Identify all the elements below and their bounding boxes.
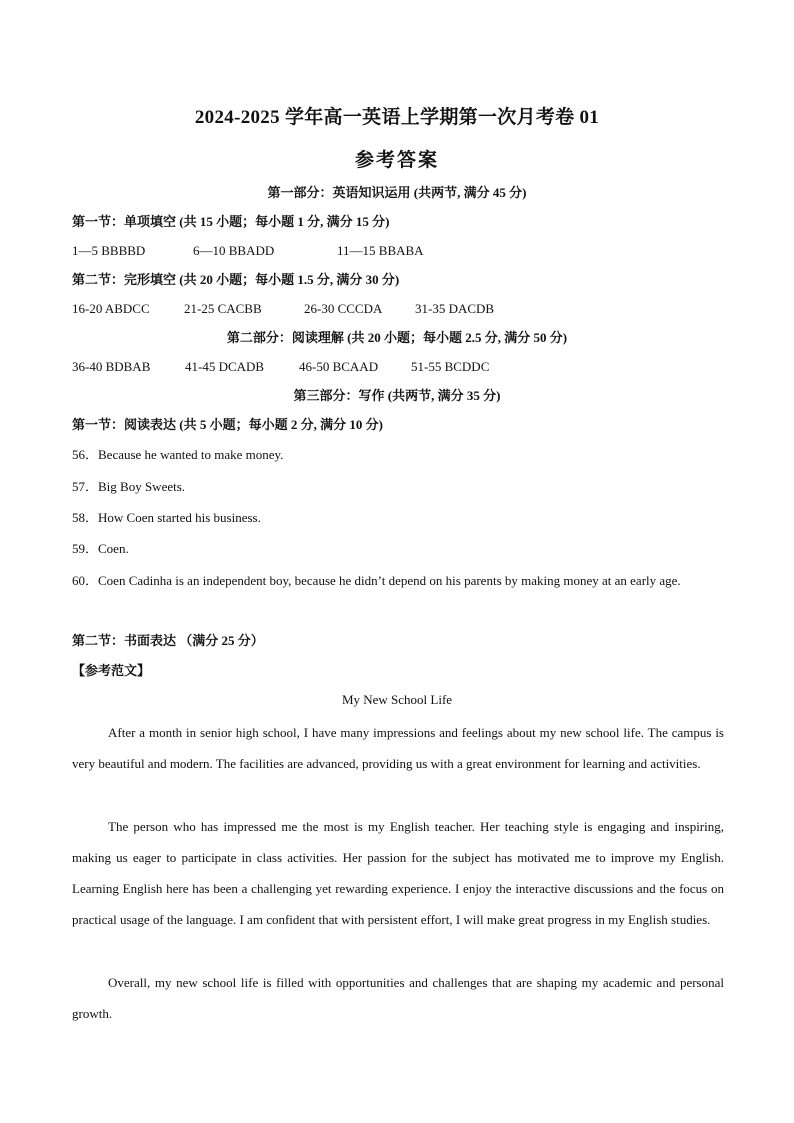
answer-group: 26-30 CCCDA	[304, 301, 383, 316]
answer-group: 6—10 BBADD	[193, 243, 275, 258]
part1-sec1-heading: 第一节：单项填空 (共 15 小题；每小题 1 分, 满分 15 分)	[72, 214, 390, 229]
essay-title: My New School Life	[341, 692, 453, 707]
part2-heading: 第二部分：阅读理解 (共 20 小题；每小题 2.5 分, 满分 50 分)	[226, 330, 568, 345]
document-subtitle: 参考答案	[354, 150, 439, 171]
part1-heading: 第一部分：英语知识运用 (共两节, 满分 45 分)	[267, 185, 527, 200]
answer-group: 1—5 BBBBD	[72, 243, 146, 258]
part3-sec2-heading: 第二节：书面表达 （满分 25 分）	[72, 633, 264, 648]
part2-answers	[72, 358, 489, 376]
part1-sec2-answers	[72, 300, 494, 318]
answer-group: 31-35 DACDB	[415, 301, 495, 316]
answer-group: 46-50 BCAAD	[299, 359, 379, 374]
answer-group: 41-45 DCADB	[185, 359, 265, 374]
essay-paragraph: The person who has impressed me the most is my English teacher. Her teaching style is engaging and inspiring, making us eager to participate in class activities. Her passion for the subject has motivated me to improve my English. Learning English here has been a challenging yet rewarding experience. I enjoy the interactive discussions and the focus on practical usage of the language. I am confident that with persistent effort, I will make great progress in my English studies.	[72, 819, 724, 927]
answer-group: 51-55 BCDDC	[411, 359, 490, 374]
answer-group: 11—15 BBABA	[337, 243, 424, 258]
part1-sec1-answers	[72, 242, 424, 260]
reading-answer-60: 60．Coen Cadinha is an independent boy, because he didn’t depend on his parents by making money at an early age.	[72, 573, 681, 588]
part3-sec1-heading: 第一节：阅读表达 (共 5 小题；每小题 2 分, 满分 10 分)	[72, 417, 383, 432]
essay-paragraph: Overall, my new school life is filled with opportunities and challenges that are shaping my academic and personal growth.	[72, 975, 724, 1021]
part3-heading: 第三部分：写作 (共两节, 满分 35 分)	[293, 388, 501, 403]
sample-essay-label: 【参考范文】	[72, 663, 151, 678]
reading-answer-57: 57．Big Boy Sweets.	[72, 479, 186, 494]
reading-answer-58: 58．How Coen started his business.	[72, 510, 261, 525]
answer-group: 36-40 BDBAB	[72, 359, 151, 374]
part1-sec2-heading: 第二节：完形填空 (共 20 小题；每小题 1.5 分, 满分 30 分)	[72, 272, 400, 287]
essay-paragraph: After a month in senior high school, I have many impressions and feelings about my new school life. The campus is very beautiful and modern. The facilities are advanced, providing us with a great environment for learning and activities.	[72, 725, 724, 771]
reading-answer-56: 56．Because he wanted to make money.	[72, 447, 284, 462]
document-title: 2024-2025 学年高一英语上学期第一次月考卷 01	[194, 107, 600, 128]
answer-group: 21-25 CACBB	[184, 301, 262, 316]
reading-answer-59: 59．Coen.	[72, 541, 129, 556]
answer-group: 16-20 ABDCC	[72, 301, 150, 316]
